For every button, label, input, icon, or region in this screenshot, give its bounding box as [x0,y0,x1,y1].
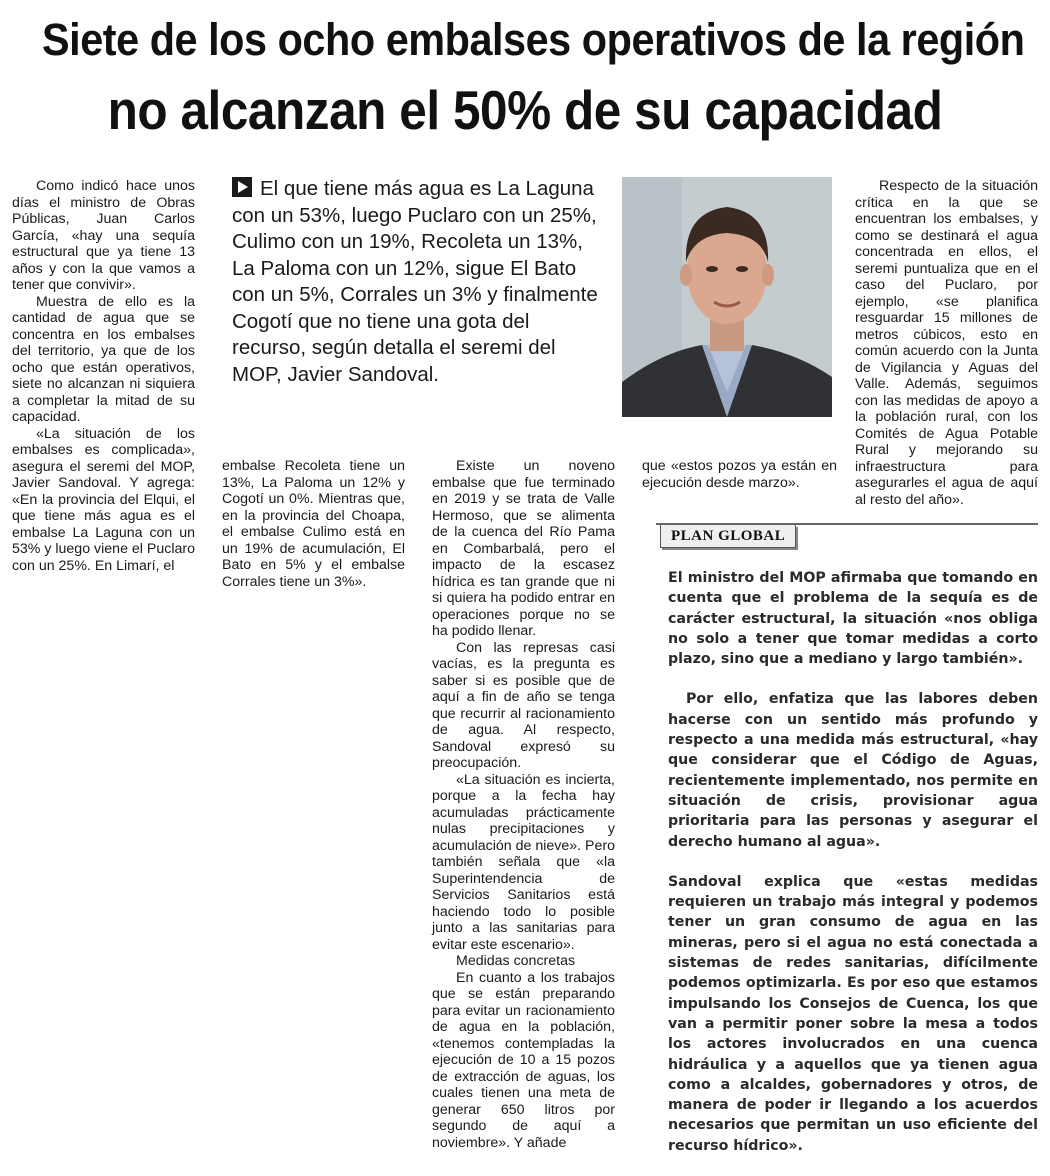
paragraph: embalse Recoleta tiene un 13%, La Paloma un 12% y Cogotí un 0%. Mientras que, en la provincia del Choapa, el embalse Culimo está en un 19% de acumulación, El Bato en 5% y el embalse Corrales tiene un 3%». [222,458,405,590]
article-column-1 [12,178,195,574]
pull-quote-text: El que tiene más agua es La Laguna con un 53%, luego Puclaro con un 25%, Culimo con un 19%, Recoleta un 13%, La Paloma con un 12%, sigue El Bato con un 5%, Corrales un 3% y finalmente Cogotí que no tiene una gota del recurso, según detalla el seremi del MOP, Javier Sandoval. [232,177,598,386]
paragraph: que «estos pozos ya están en ejecución desde marzo». [642,458,837,491]
portrait-photo [622,177,832,417]
paragraph: Sandoval explica que «estas medidas requieren un trabajo más integral y podemos tener un gran consumo de agua en las mineras, pero si el agua no está conectada a sistemas de redes sanitarias, difícilmente podemos optimizarla. Es por eso que estamos impulsando los Consejos de Cuenca, los que van a permitir poner sobre la mesa a todos los actores involucrados en una cuenca hidráulica y a aquellos que ya tienen agua como a alcaldes, gobernadores y otros, de manera de poder ir llegando a los acuerdos necesarios que permitan un uso eficiente del recurso hídrico». [668,873,1038,1154]
plan-global-label: PLAN GLOBAL [660,525,796,548]
plan-global-body [668,568,1038,1176]
article-column-4 [642,458,837,491]
article-column-2 [222,458,405,590]
pull-quote [232,176,602,388]
paragraph: Respecto de la situación crítica en la que se encuentran los embalses, y como se destinará el agua concentrada en ellos, el seremi puntualiza que en el caso del Puclaro, por ejemplo, «se planifica resguardar 15 millones de metros cúbicos, esto en común acuerdo con la Junta de Vigilancia y Aguas del Valle. Además, seguimos con las medidas de apoyo a la población rural, con los Comités de Agua Potable Rural y mejorando su infraestructura para asegurarles el agua de aquí al resto del año». [855,178,1038,508]
headline-line-2: no alcanzan el 50% de su capacidad [107,79,943,141]
paragraph: Por ello, enfatiza que las labores deben hacerse con un sentido más profundo y respecto a una medida más estructural, «hay que considerar que el Código de Aguas, recientemente implementado, nos permite en situación de crisis, provisionar agua prioritaria para las personas y asegurar el derecho humano al agua». [668,691,1038,850]
article-column-3 [432,458,615,1151]
headline-line-1: Siete de los ocho embalses operativos de la región [42,14,1025,65]
paragraph: Con las represas casi vacías, es la pregunta es saber si es posible que de aquí a fin de año se tenga que recurrir al racionamiento de agua. Al respecto, Sandoval expresó su preocupación. [432,639,615,771]
paragraph: Existe un noveno embalse que fue terminado en 2019 y se trata de Valle Hermoso, que se alimenta de la cuenca del Río Pama en Combarbalá, pero el impacto de la escasez hídrica es tan grande que ni si quiera ha podido entrar en operaciones porque no se ha podido llenar. [432,458,615,639]
play-arrow-icon [232,177,252,197]
subheading: Medidas concretas [456,953,576,969]
paragraph: «La situación es incierta, porque a la fecha hay acumuladas prácticamente nulas precipitaciones y acumulación de nieve». Pero también señala que «la Superintendencia de Servicios Sanitarios está haciendo todo lo posible junto a las sanitarias para evitar este escenario». [432,771,615,953]
paragraph: Muestra de ello es la cantidad de agua que se concentra en los embalses del territorio, ya que de los ocho que están operativos, siete no alcanzan ni siquiera a completar la mitad de su capacidad. [12,293,195,425]
paragraph: El ministro del MOP afirmaba que tomando en cuenta que el problema de la sequía es de carácter estructural, la situación «nos obliga no solo a tener que tomar medidas a corto plazo, sino que a mediano y largo también». [668,570,1038,668]
paragraph: En cuanto a los trabajos que se están preparando para evitar un racionamiento de agua en la población, «tenemos contempladas la ejecución de 10 a 15 pozos de extracción de aguas, los cuales tienen una meta de generar 650 litros por segundo de aquí a noviembre». Y añade [432,969,615,1151]
paragraph: «La situación de los embalses es complicada», asegura el seremi del MOP, Javier Sandoval. Y agrega: «En la provincia del Elqui, el que tiene más agua es el embalse La Laguna con un 53% y luego viene el Puclaro con un 25%. En Limarí, el [12,425,195,574]
paragraph: Como indicó hace unos días el ministro de Obras Públicas, Juan Carlos García, «hay una sequía estructural que ya tiene 13 años y con la que vamos a tener que convivir». [12,178,195,293]
portrait-illustration [622,177,832,417]
article-column-5 [855,178,1038,508]
